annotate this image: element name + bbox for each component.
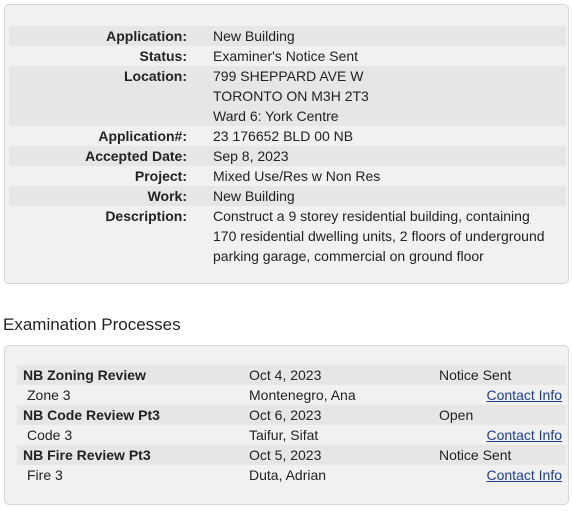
process-detail-row xyxy=(17,385,566,405)
process-name: NB Code Review Pt3 xyxy=(23,407,160,423)
detail-value-line: Sep 8, 2023 xyxy=(213,148,289,164)
detail-value-line: 799 SHEPPARD AVE W xyxy=(213,68,364,84)
process-date: Oct 6, 2023 xyxy=(249,407,322,423)
detail-label: Application#: xyxy=(98,128,187,144)
detail-value xyxy=(187,166,566,186)
detail-value-line: New Building xyxy=(213,188,295,204)
contact-info-link[interactable]: Contact Info xyxy=(486,427,562,443)
process-name: NB Fire Review Pt3 xyxy=(23,447,151,463)
contact-info-link[interactable]: Contact Info xyxy=(486,387,562,403)
process-contact-cell xyxy=(439,385,566,405)
detail-row-application-number xyxy=(9,126,566,146)
detail-row-work xyxy=(9,186,566,206)
detail-value xyxy=(187,46,566,66)
detail-label: Accepted Date: xyxy=(85,148,187,164)
process-status: Notice Sent xyxy=(439,367,512,383)
detail-row-application xyxy=(9,26,566,46)
process-examiner: Duta, Adrian xyxy=(249,467,327,483)
process-detail-row xyxy=(17,425,566,445)
detail-value-line: Construct a 9 storey residential building, containing xyxy=(213,208,530,224)
process-contact-cell xyxy=(439,465,566,485)
detail-row-project xyxy=(9,166,566,186)
detail-label: Application: xyxy=(106,28,187,44)
detail-row-location xyxy=(9,66,566,126)
detail-value-line: Ward 6: York Centre xyxy=(213,108,339,124)
process-examiner: Montenegro, Ana xyxy=(249,387,356,403)
process-row xyxy=(17,405,566,425)
detail-value xyxy=(187,126,566,146)
detail-value-line: 170 residential dwelling units, 2 floors of underground xyxy=(213,228,545,244)
detail-value xyxy=(187,206,566,266)
detail-value xyxy=(187,26,566,46)
contact-info-link[interactable]: Contact Info xyxy=(486,467,562,483)
process-examiner: Taifur, Sifat xyxy=(249,427,319,443)
detail-value-line: 23 176652 BLD 00 NB xyxy=(213,128,354,144)
process-status: Notice Sent xyxy=(439,447,512,463)
detail-label: Location: xyxy=(124,68,187,84)
process-date: Oct 4, 2023 xyxy=(249,367,322,383)
process-status: Open xyxy=(439,407,474,423)
detail-row-status xyxy=(9,46,566,66)
detail-label: Project: xyxy=(134,168,187,184)
detail-value-line: TORONTO ON M3H 2T3 xyxy=(213,88,369,104)
process-area: Zone 3 xyxy=(27,387,71,403)
examination-processes-table xyxy=(17,365,566,485)
detail-row-description xyxy=(9,206,566,266)
process-row xyxy=(17,365,566,385)
detail-label: Status: xyxy=(139,48,187,64)
application-details-table xyxy=(9,26,566,266)
process-area: Code 3 xyxy=(27,427,73,443)
examination-processes-heading: Examination Processes xyxy=(3,315,181,334)
detail-value-line: New Building xyxy=(213,28,295,44)
detail-value-line: parking garage, commercial on ground floor xyxy=(213,248,484,264)
detail-value xyxy=(187,146,566,166)
detail-value-line: Examiner's Notice Sent xyxy=(213,48,359,64)
process-detail-row xyxy=(17,465,566,485)
process-date: Oct 5, 2023 xyxy=(249,447,322,463)
detail-label: Description: xyxy=(105,208,187,224)
detail-value xyxy=(187,66,566,126)
detail-label: Work: xyxy=(147,188,187,204)
process-contact-cell xyxy=(439,425,566,445)
process-row xyxy=(17,445,566,465)
detail-value xyxy=(187,186,566,206)
process-area: Fire 3 xyxy=(27,467,63,483)
application-details-panel xyxy=(4,4,569,284)
examination-processes-panel xyxy=(4,345,569,505)
detail-row-accepted-date xyxy=(9,146,566,166)
process-name: NB Zoning Review xyxy=(23,367,146,383)
detail-value-line: Mixed Use/Res w Non Res xyxy=(213,168,381,184)
